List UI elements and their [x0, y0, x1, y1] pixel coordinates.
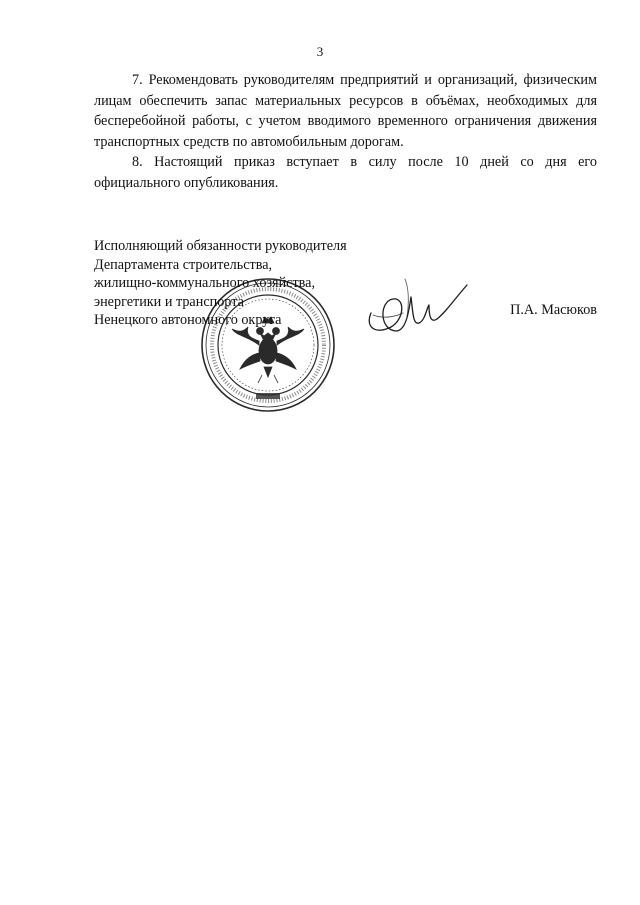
page-number: 3	[316, 44, 324, 59]
signer-title-line: жилищно-коммунального хозяйства,	[94, 275, 316, 291]
paragraph-7: 7. Рекомендовать руководителям предприятий и организаций, физическим лицам обеспечить запас материальных ресурсов в объёмах, необходимых для бесперебойной работы, с учетом вводимого временного ограничения движения транспортных средств по автомобильным дорогам.	[94, 72, 597, 150]
signer-title-line: Департамента строительства,	[94, 256, 273, 273]
signature-block	[94, 237, 597, 417]
signer-title-line: Ненецкого автономного округа	[94, 312, 282, 328]
signer-name: П.А. Масюков	[510, 302, 597, 318]
signer-title	[94, 237, 347, 330]
document-body	[94, 70, 597, 193]
signer-title-line: энергетики и транспорта	[94, 293, 244, 310]
signer-title-line: Исполняющий обязанности руководителя	[94, 238, 347, 254]
paragraph-8: 8. Настоящий приказ вступает в силу после 10 дней со дня его официального опубликования.	[94, 154, 597, 191]
handwritten-signature-icon	[349, 269, 474, 349]
